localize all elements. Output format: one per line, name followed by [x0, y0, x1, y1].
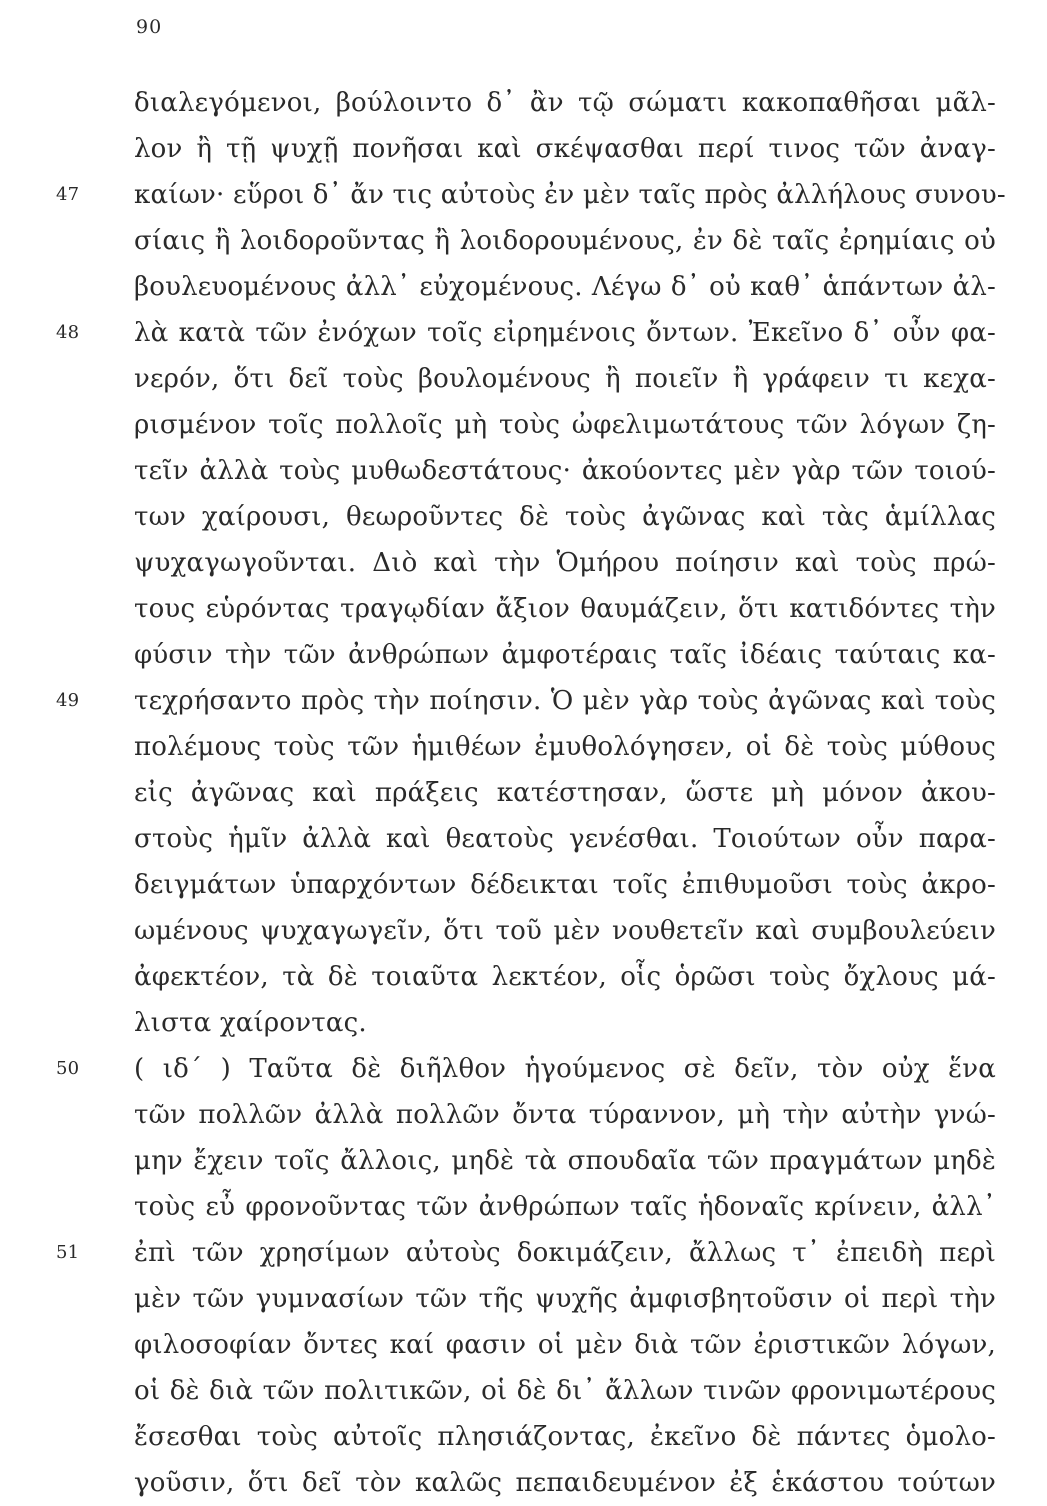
line-text: ἐπὶ τῶν χρησίμων αὐτοὺς δοκιμάζειν, ἄλλως τ᾽ ἐπειδὴ περὶ	[134, 1238, 996, 1268]
text-line	[134, 1414, 996, 1460]
line-text: μὲν τῶν γυμνασίων τῶν τῆς ψυχῆς ἀμφισβητοῦσιν οἱ περὶ τὴν	[134, 1284, 996, 1314]
text-line	[56, 1230, 996, 1276]
text-line	[134, 816, 996, 862]
text-line	[56, 678, 996, 724]
text-line	[56, 1046, 996, 1092]
text-line	[134, 80, 996, 126]
text-line	[134, 494, 996, 540]
text-line	[134, 218, 996, 264]
line-text: σίαις ἢ λοιδοροῦντας ἢ λοιδορουμένους, ἐν δὲ ταῖς ἐρημίαις οὐ	[134, 226, 996, 256]
line-text: πολέμους τοὺς τῶν ἡμιθέων ἐμυθολόγησεν, οἱ δὲ τοὺς μύθους	[134, 732, 996, 762]
line-text: ωμένους ψυχαγωγεῖν, ὅτι τοῦ μὲν νουθετεῖν καὶ συμβουλεύειν	[134, 916, 996, 946]
text-line	[134, 632, 996, 678]
text-line	[134, 540, 996, 586]
line-text: φύσιν τὴν τῶν ἀνθρώπων ἀμφοτέραις ταῖς ἰδέαις ταύταις κα-	[134, 640, 996, 670]
text-line	[56, 172, 1006, 218]
text-line	[134, 862, 996, 908]
text-line	[134, 1138, 996, 1184]
line-text: τεχρήσαντο πρὸς τὴν ποίησιν. Ὁ μὲν γὰρ τοὺς ἀγῶνας καὶ τοὺς	[134, 686, 996, 716]
text-line	[134, 126, 996, 172]
line-text: των χαίρουσι, θεωροῦντες δὲ τοὺς ἀγῶνας καὶ τὰς ἁμίλλας	[134, 502, 996, 532]
line-text: λὰ κατὰ τῶν ἐνόχων τοῖς εἰρημένοις ὄντων. Ἐκεῖνο δ᾽ οὖν φα-	[134, 318, 996, 348]
page-number: 90	[136, 16, 163, 38]
line-text: δειγμάτων ὑπαρχόντων δέδεικται τοῖς ἐπιθυμοῦσι τοὺς ἀκρο-	[134, 870, 996, 900]
line-text: ἔσεσθαι τοὺς αὐτοῖς πλησιάζοντας, ἐκεῖνο δὲ πάντες ὁμολο-	[134, 1422, 996, 1452]
section-number: 50	[56, 1058, 80, 1079]
line-text: καίων· εὕροι δ᾽ ἄν τις αὐτοὺς ἐν μὲν ταῖς πρὸς ἀλλήλους συνου-	[134, 180, 1006, 210]
line-text: ψυχαγωγοῦνται. Διὸ καὶ τὴν Ὁμήρου ποίησιν καὶ τοὺς πρώ-	[134, 548, 996, 578]
line-text: εἰς ἀγῶνας καὶ πράξεις κατέστησαν, ὥστε μὴ μόνον ἀκου-	[134, 778, 996, 808]
text-line	[134, 1460, 996, 1506]
text-line	[134, 770, 996, 816]
text-line	[134, 908, 996, 954]
line-text: βουλευομένους ἀλλ᾽ εὐχομένους. Λέγω δ᾽ οὐ καθ᾽ ἁπάντων ἀλ-	[134, 272, 996, 302]
line-text: τοὺς εὖ φρονοῦντας τῶν ἀνθρώπων ταῖς ἡδοναῖς κρίνειν, ἀλλ᾽	[134, 1192, 996, 1222]
text-line	[134, 264, 996, 310]
line-text: μην ἔχειν τοῖς ἄλλοις, μηδὲ τὰ σπουδαῖα τῶν πραγμάτων μηδὲ	[134, 1146, 996, 1176]
text-line	[134, 1322, 996, 1368]
text-line	[134, 402, 996, 448]
line-text: στοὺς ἡμῖν ἀλλὰ καὶ θεατοὺς γενέσθαι. Τοιούτων οὖν παρα-	[134, 824, 996, 854]
text-line	[134, 1184, 996, 1230]
line-text: οἱ δὲ διὰ τῶν πολιτικῶν, οἱ δὲ δι᾽ ἄλλων τινῶν φρονιμωτέρους	[134, 1376, 996, 1406]
section-number: 48	[56, 322, 80, 343]
text-block	[56, 80, 1006, 1506]
text-line	[134, 724, 996, 770]
section-number: 49	[56, 690, 80, 711]
line-text: γοῦσιν, ὅτι δεῖ τὸν καλῶς πεπαιδευμένον ἐξ ἑκάστου τούτων	[134, 1468, 996, 1498]
line-text: ρισμένον τοῖς πολλοῖς μὴ τοὺς ὠφελιμωτάτους τῶν λόγων ζη-	[134, 410, 996, 440]
text-line	[134, 1092, 996, 1138]
line-text: ( ιδ΄ ) Ταῦτα δὲ διῆλθον ἡγούμενος σὲ δεῖν, τὸν οὐχ ἕνα	[134, 1054, 996, 1084]
text-line	[134, 1000, 996, 1046]
text-line	[134, 586, 996, 632]
line-text: διαλεγόμενοι, βούλοιντο δ᾽ ἂν τῷ σώματι κακοπαθῆσαι μᾶλ-	[134, 88, 996, 118]
line-text: τους εὑρόντας τραγῳδίαν ἄξιον θαυμάζειν, ὅτι κατιδόντες τὴν	[134, 594, 996, 624]
line-text: λιστα χαίροντας.	[134, 1008, 367, 1038]
text-line	[134, 1276, 996, 1322]
section-number: 47	[56, 184, 80, 205]
line-text: τῶν πολλῶν ἀλλὰ πολλῶν ὄντα τύραννον, μὴ τὴν αὐτὴν γνώ-	[134, 1100, 996, 1130]
text-line	[134, 1368, 996, 1414]
text-line	[134, 448, 996, 494]
line-text: φιλοσοφίαν ὄντες καί φασιν οἱ μὲν διὰ τῶν ἐριστικῶν λόγων,	[134, 1330, 996, 1360]
text-line	[134, 954, 996, 1000]
line-text: τεῖν ἀλλὰ τοὺς μυθωδεστάτους· ἀκούοντες μὲν γὰρ τῶν τοιού-	[134, 456, 996, 486]
line-text: λον ἢ τῇ ψυχῇ πονῆσαι καὶ σκέψασθαι περί τινος τῶν ἀναγ-	[134, 134, 996, 164]
text-line	[56, 310, 996, 356]
line-text: νερόν, ὅτι δεῖ τοὺς βουλομένους ἢ ποιεῖν ἢ γράφειν τι κεχα-	[134, 364, 996, 394]
section-number: 51	[56, 1242, 80, 1263]
text-line	[134, 356, 996, 402]
line-text: ἀφεκτέον, τὰ δὲ τοιαῦτα λεκτέον, οἷς ὁρῶσι τοὺς ὄχλους μά-	[134, 962, 996, 992]
